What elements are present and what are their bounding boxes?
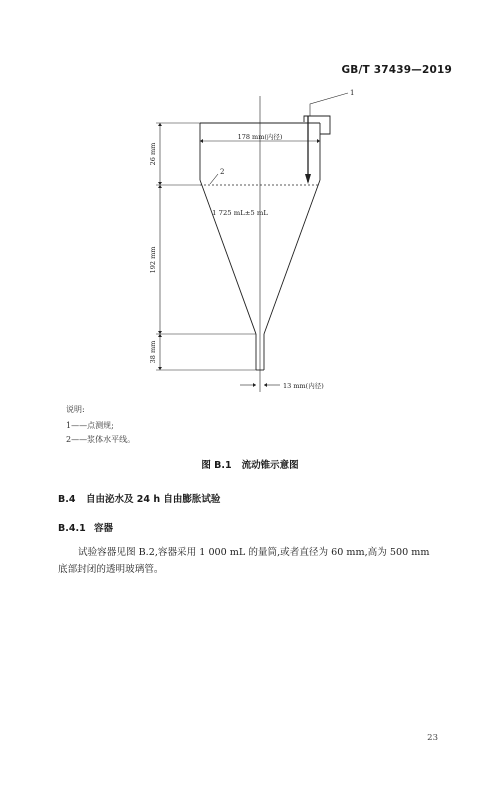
section-number: B.4: [58, 494, 76, 505]
section-heading-b4: [58, 491, 220, 505]
section-number: B.4.1: [58, 523, 86, 534]
upper-height-label: 26 mm: [149, 142, 157, 166]
tube-height-label: 38 mm: [149, 340, 157, 364]
legend-item: 1——点测规;: [66, 421, 114, 430]
gauge-tip: [305, 174, 311, 184]
top-diameter-label: 178 mm(内径): [237, 133, 283, 141]
figure-title: 流动锥示意图: [241, 460, 299, 471]
figure-number: 图 B.1: [201, 460, 232, 471]
section-heading-b41: [58, 520, 113, 534]
standard-code: GB/T 37439—2019: [341, 64, 452, 76]
callout-1-leader: [310, 93, 348, 116]
cone-height-label: 192 mm: [149, 246, 157, 274]
figure-caption: [0, 457, 500, 471]
legend-item: 2——浆体水平线。: [66, 435, 136, 444]
volume-label: 1 725 mL±5 mL: [212, 209, 268, 217]
cone-left-wall: [200, 180, 256, 334]
body-paragraph: 试验容器见图 B.2,容器采用 1 000 mL 的量筒,或者直径为 60 mm,高为 500 mm 底部封闭的透明玻璃管。: [58, 547, 430, 575]
page-number: 23: [427, 733, 438, 743]
section-title: 自由泌水及 24 h 自由膨胀试验: [86, 494, 221, 505]
bottom-diameter-label: 13 mm(内径): [283, 382, 324, 390]
cone-right-wall: [264, 180, 320, 334]
callout-2-label: 2: [220, 168, 225, 176]
callout-1-label: 1: [350, 89, 355, 97]
section-title: 容器: [94, 523, 114, 534]
legend-title: 说明:: [66, 405, 85, 414]
callout-2-leader: [210, 174, 218, 184]
